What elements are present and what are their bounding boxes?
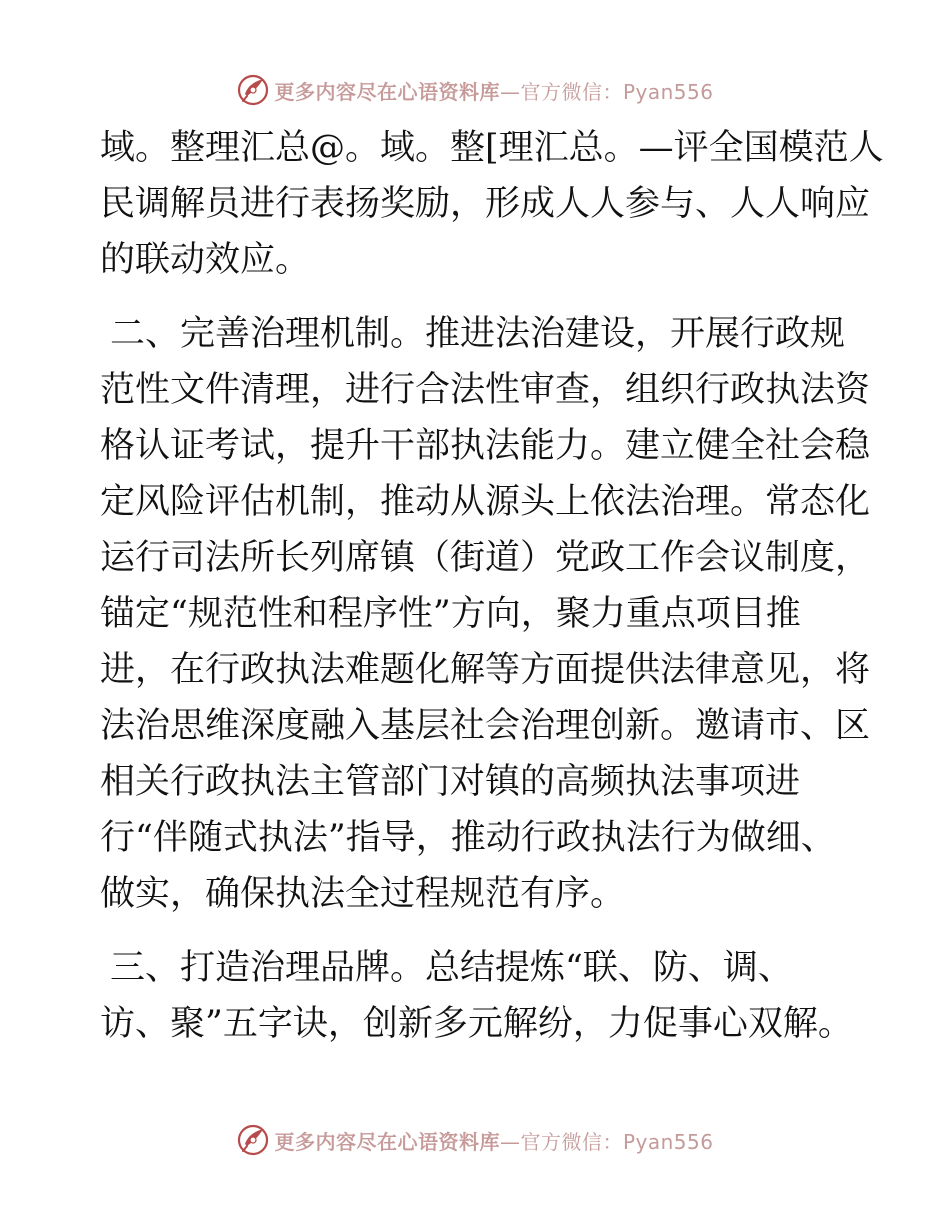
text-line: 定风险评估机制，推动从源头上依法治理。常态化 xyxy=(100,482,871,522)
footer-watermark-banner xyxy=(0,1120,950,1160)
text-line: 进，在行政执法难题化解等方面提供法律意见，将 xyxy=(100,650,871,690)
header-banner-text: 更多内容尽在心语资料库—官方微信：Pyan556 xyxy=(274,79,714,104)
text-line: 民调解员进行表扬奖励，形成人人参与、人人响应 xyxy=(100,184,871,224)
text-line: 二、完善治理机制。推进法治建设，开展行政规 xyxy=(110,314,846,354)
text-line: 访、聚”五字诀，创新多元解纷，力促事心双解。 xyxy=(100,1004,853,1044)
text-line: 三、打造治理品牌。总结提炼“联、防、调、 xyxy=(110,948,793,988)
text-line: 域。整理汇总@。域。整[理汇总。—评全国模范人 xyxy=(100,128,884,168)
text-line: 行“伴随式执法”指导，推动行政执法行为做细、 xyxy=(100,818,836,858)
paragraph-2 xyxy=(100,306,870,922)
header-watermark-banner xyxy=(0,70,950,110)
text-line: 法治思维深度融入基层社会治理创新。邀请市、区 xyxy=(100,706,871,746)
text-line: 运行司法所长列席镇（街道）党政工作会议制度， xyxy=(100,538,871,578)
text-line: 的联动效应。 xyxy=(100,240,311,280)
text-line: 范性文件清理，进行合法性审查，组织行政执法资 xyxy=(100,370,871,410)
text-line: 做实，确保执法全过程规范有序。 xyxy=(100,874,626,914)
text-line: 锚定“规范性和程序性”方向，聚力重点项目推 xyxy=(100,594,801,634)
paragraph-1 xyxy=(100,120,884,288)
text-line: 格认证考试，提升干部执法能力。建立健全社会稳 xyxy=(100,426,871,466)
paragraph-3 xyxy=(100,940,870,1052)
text-line: 相关行政执法主管部门对镇的高频执法事项进 xyxy=(100,762,801,802)
pen-logo-icon xyxy=(236,73,270,107)
document-body xyxy=(100,120,884,1052)
footer-banner-text: 更多内容尽在心语资料库—官方微信：Pyan556 xyxy=(274,1129,714,1154)
pen-logo-icon xyxy=(236,1123,270,1157)
